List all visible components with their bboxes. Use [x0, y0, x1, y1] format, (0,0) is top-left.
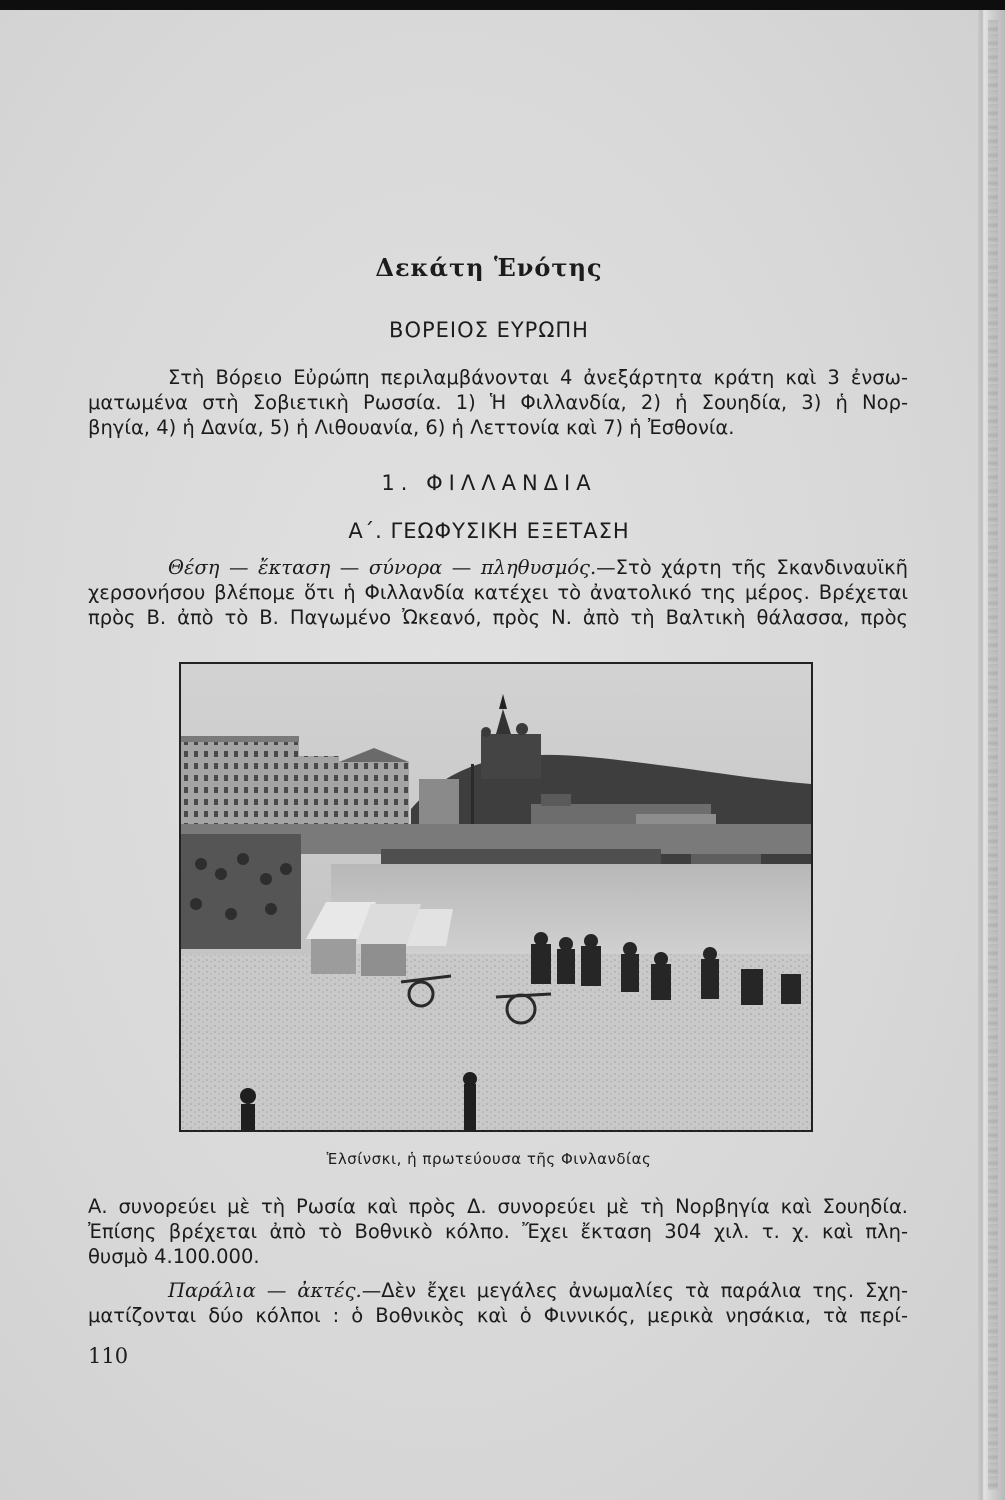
text-line: χερσονήσου βλέπομε ὅτι ἡ Φιλλανδία κατέχει τὸ ἀνατολικό της μέρος. Βρέχεται	[88, 581, 908, 604]
book-page	[0, 10, 978, 1500]
photo-illustration	[181, 664, 811, 1130]
text-line: ματίζονται δύο κόλποι : ὁ Βοθνικὸς καὶ ὁ Φιννικός, μερικὰ νησάκια, τὰ περί-	[88, 1304, 908, 1327]
text-line: Α. συνορεύει μὲ τὴ Ρωσία καὶ πρὸς Δ. συνορεύει μὲ τὴ Νορβηγία καὶ Σουηδία.	[88, 1195, 908, 1218]
crowd-left	[181, 834, 301, 949]
page-number: 110	[88, 1344, 129, 1368]
text-line: πρὸς Β. ἀπὸ τὸ Β. Παγωμένο Ὠκεανό, πρὸς Ν. ἀπὸ τὴ Βαλτικὴ θάλασσα, πρὸς	[88, 606, 908, 629]
position-heading: Θέση — ἔκταση — σύνορα — πληθυσμός.	[168, 556, 597, 579]
book-spine-edge	[988, 20, 998, 1490]
text-line: ματωμένα στὴ Σοβιετικὴ Ρωσσία. 1) Ἡ Φιλλανδία, 2) ἡ Σουηδία, 3) ἡ Νορ-	[88, 391, 908, 414]
quay-ship	[381, 849, 661, 865]
coast-heading: Παράλια — ἀκτές.	[168, 1279, 362, 1302]
text-line	[88, 555, 908, 580]
unit-title: Δεκάτη Ἑνότης	[375, 253, 603, 282]
coast-paragraph	[88, 1278, 908, 1328]
borders-paragraph	[88, 1194, 908, 1269]
position-first-line: —Στὸ χάρτη τῆς Σκανδιναυϊκῆ	[596, 556, 908, 579]
section-title: Α΄. ΓΕΩΦΥΣΙΚΗ ΕΞΕΤΑΣΗ	[348, 519, 630, 543]
photo-caption: Ἑλσίνσκι, ἡ πρωτεύουσα τῆς Φινλανδίας	[326, 1150, 652, 1168]
intro-paragraph	[88, 365, 908, 440]
text-line	[88, 1278, 908, 1303]
scan-top-border	[0, 0, 1005, 10]
helsinki-harbour-photo	[179, 662, 813, 1132]
text-line: Ἐπίσης βρέχεται ἀπὸ τὸ Βοθνικὸ κόλπο. Ἔχει ἔκταση 304 χιλ. τ. χ. καὶ πλη-	[88, 1220, 908, 1243]
region-title: ΒΟΡΕΙΟΣ ΕΥΡΩΠΗ	[389, 318, 589, 342]
position-paragraph	[88, 555, 908, 630]
text-line: βηγία, 4) ἡ Δανία, 5) ἡ Λιθουανία, 6) ἡ Λεττονία καὶ 7) ἡ Ἐσθονία.	[88, 416, 735, 439]
coast-first-line: —Δὲν ἔχει μεγάλες ἀνωμαλίες τὰ παράλια της. Σχη-	[361, 1279, 908, 1302]
text-line: θυσμὸ 4.100.000.	[88, 1245, 260, 1268]
country-title: 1. ΦΙΛΛΑΝΔΙΑ	[381, 471, 597, 495]
text-line: Στὴ Βόρειο Εὐρώπη περιλαμβάνονται 4 ἀνεξάρτητα κράτη καὶ 3 ἐνσω-	[168, 366, 908, 389]
